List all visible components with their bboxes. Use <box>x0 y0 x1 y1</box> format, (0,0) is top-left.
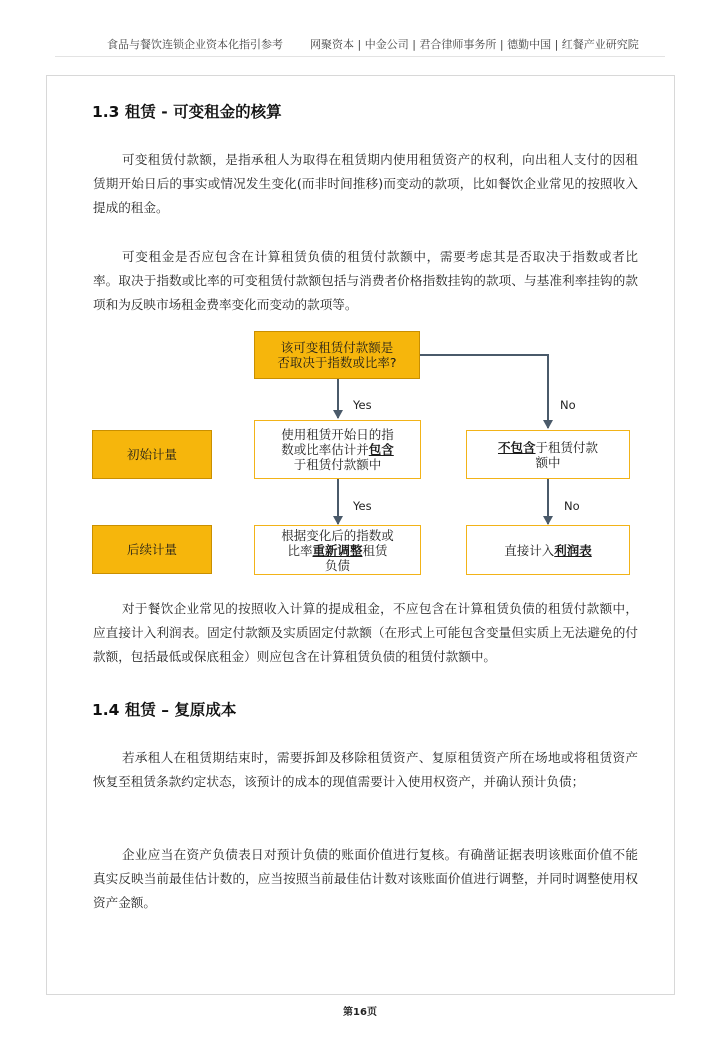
paragraph-revenue-based-rent: 对于餐饮企业常见的按照收入计算的提成租金，不应包含在计算租赁负债的租赁付款额中，应直接计入利润表。固定付款额及实质固定付款额（在形式上可能包含变量但实质上无法避免的付款额，包括最低或保底租金）则应包含在计算租赁负债的租赁付款额中。 <box>93 601 638 664</box>
initial-measurement-label: 初始计量 <box>126 447 177 462</box>
paragraph-provision-review: 企业应当在资产负债表日对预计负债的账面价值进行复核。有确凿证据表明该账面价值不能真实反映当前最佳估计数的，应当按照当前最佳估计数对该账面价值进行调整，并同时调整使用权资产金额。 <box>93 847 638 910</box>
yes-label-question: Yes <box>353 398 372 412</box>
yes-initial-line-2 <box>281 442 394 457</box>
paragraph-variable-payment-definition: 可变租赁付款额，是指承租人为取得在租赁期内使用租赁资产的权利，向出租人支付的因租赁期开始日后的事实或情况发生变化(而非时间推移)而变动的款项，比如餐饮企业常见的按照收入提成的租金。 <box>93 152 638 215</box>
flowchart-question-box <box>254 331 420 379</box>
yes-label-subsequent: Yes <box>353 499 372 513</box>
no-initial-line-1-text: 于租赁付款 <box>535 439 599 455</box>
no-subsequent-measurement-box <box>466 525 630 575</box>
yes-subsequent-line-1: 根据变化后的指数或 <box>281 527 394 543</box>
section-title-1-4: 1.4 租赁 – 复原成本 <box>92 701 237 719</box>
question-line-2: 否取决于指数或比率? <box>277 355 397 370</box>
no-label-question: No <box>560 398 576 412</box>
paragraph-index-rate-dependency: 可变租金是否应包含在计算租赁负债的租赁付款额中，需要考虑其是否取决于指数或者比率。取决于指数或比率的可变租赁付款额包括与消费者价格指数挂钩的款项、与基准利率挂钩的款项和为反映市场租金费率变化而变动的款项等。 <box>93 249 638 312</box>
yes-subsequent-measurement-box <box>254 525 421 575</box>
no-label-subsequent: No <box>564 499 580 513</box>
include-emphasis: 包含 <box>368 442 394 457</box>
no-subsequent-pre: 直接计入 <box>504 542 555 558</box>
subsequent-measurement-label-box <box>92 525 212 574</box>
section-title-1-3: 1.3 租赁 - 可变租金的核算 <box>92 103 282 121</box>
page-number: 第16页 <box>343 1007 377 1018</box>
initial-measurement-label-box <box>92 430 212 479</box>
yes-initial-measurement-box <box>254 420 421 479</box>
yes-subsequent-line-2 <box>287 543 387 558</box>
yes-subsequent-line-2-pre: 比率 <box>287 542 313 558</box>
subsequent-measurement-label: 后续计量 <box>126 542 177 557</box>
exclude-emphasis: 不包含 <box>497 439 536 455</box>
header-document-title: 食品与餐饮连锁企业资本化指引参考 <box>107 38 283 51</box>
paragraph-restoration-cost: 若承租人在租赁期结束时，需要拆卸及移除租赁资产、复原租赁资产所在场地或将租赁资产恢复至租赁条款约定状态，该预计的成本的现值需要计入使用权资产，并确认预计负债； <box>93 750 638 789</box>
no-subsequent-line <box>504 543 592 558</box>
yes-initial-line-2-text: 数或比率估计并 <box>281 442 369 457</box>
arrow-question-to-no <box>420 355 548 428</box>
no-initial-line-2: 额中 <box>535 454 561 470</box>
question-line-1: 该可变租赁付款额是 <box>280 340 394 355</box>
no-initial-line-1 <box>498 440 598 455</box>
income-statement-emphasis: 利润表 <box>554 542 592 558</box>
no-initial-measurement-box <box>466 430 630 479</box>
yes-initial-line-3: 于租赁付款额中 <box>293 457 382 472</box>
readjust-emphasis: 重新调整 <box>312 542 363 558</box>
yes-subsequent-line-2-post: 租赁 <box>362 542 388 558</box>
yes-subsequent-line-3: 负债 <box>324 557 350 573</box>
yes-initial-line-1: 使用租赁开始日的指 <box>281 427 394 442</box>
header-organizations: 网聚资本 | 中金公司 | 君合律师事务所 | 德勤中国 | 红餐产业研究院 <box>310 38 639 51</box>
